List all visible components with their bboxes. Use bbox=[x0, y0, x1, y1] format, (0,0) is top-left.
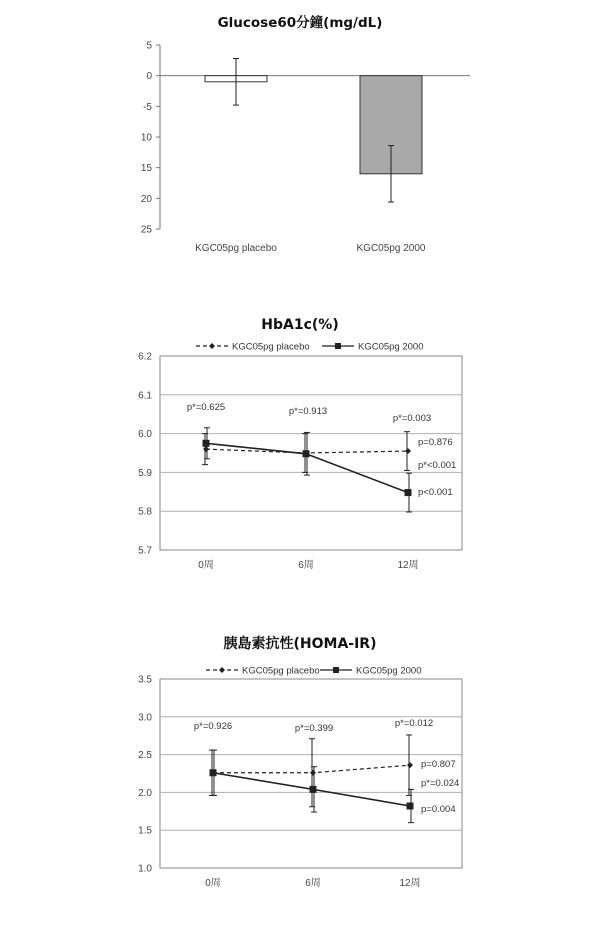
p-value-label: p*=0.003 bbox=[392, 413, 432, 424]
p-value-label: p*=0.399 bbox=[294, 723, 334, 734]
y-tick-label: 6.0 bbox=[138, 429, 152, 441]
data-point-square bbox=[203, 440, 210, 447]
x-category-label: 0周 bbox=[198, 560, 214, 571]
p-value-label: p*=0.024 bbox=[421, 778, 460, 789]
data-point-diamond bbox=[310, 770, 316, 776]
x-category-label: KGC05pg placebo bbox=[195, 243, 277, 254]
y-tick-label: 0 bbox=[146, 71, 152, 83]
chart-title: HbA1c(%) bbox=[261, 317, 339, 333]
y-tick-label: 1.5 bbox=[138, 825, 152, 837]
legend-label: KGC05pg placebo bbox=[232, 341, 310, 353]
homa-ir-line-chart bbox=[138, 635, 462, 889]
y-tick-label: 6.1 bbox=[138, 390, 152, 402]
p-value-label: p*=0.926 bbox=[193, 721, 233, 732]
x-category-label: 12周 bbox=[399, 878, 421, 889]
x-category-label: 0周 bbox=[205, 878, 221, 889]
p-value-label: p=0.876 bbox=[418, 437, 453, 448]
y-tick-label: 3.0 bbox=[138, 712, 152, 724]
y-tick-label: 6.2 bbox=[138, 351, 152, 363]
data-point-square bbox=[407, 803, 414, 810]
y-tick-label: 3.5 bbox=[138, 674, 152, 686]
y-tick-label: 15 bbox=[140, 163, 152, 175]
p-value-label: p=0.004 bbox=[421, 804, 456, 815]
chart-title: Glucose60分鐘(mg/dL) bbox=[217, 15, 383, 31]
y-tick-label: 5.8 bbox=[138, 506, 152, 518]
data-point-square bbox=[405, 489, 412, 496]
p-value-label: p*=0.012 bbox=[394, 718, 434, 729]
p-value-label: p*<0.001 bbox=[418, 460, 457, 471]
legend-label: KGC05pg 2000 bbox=[358, 341, 424, 353]
x-category-label: 6周 bbox=[305, 878, 321, 889]
y-tick-label: 1.0 bbox=[138, 863, 152, 875]
data-point-diamond bbox=[203, 446, 209, 452]
y-tick-label: 5.9 bbox=[138, 467, 152, 479]
legend-marker-square bbox=[335, 343, 341, 349]
y-tick-label: 2.0 bbox=[138, 787, 152, 799]
legend-label: KGC05pg 2000 bbox=[356, 665, 422, 677]
legend-marker-square bbox=[333, 667, 339, 673]
y-tick-label: 5.7 bbox=[138, 545, 152, 557]
p-value-label: p<0.001 bbox=[418, 487, 453, 498]
legend-marker-diamond bbox=[219, 667, 225, 673]
y-tick-label: 25 bbox=[140, 224, 152, 236]
x-category-label: 12周 bbox=[397, 560, 419, 571]
glucose-bar-chart bbox=[141, 14, 470, 254]
legend-marker-diamond bbox=[209, 343, 215, 349]
legend bbox=[196, 342, 424, 353]
y-tick-label: -5 bbox=[143, 101, 152, 113]
y-tick-label: 5 bbox=[146, 40, 152, 52]
chart-title: 胰島素抗性(HOMA-IR) bbox=[223, 636, 377, 652]
data-point-square bbox=[310, 786, 317, 793]
y-tick-label: 2.5 bbox=[138, 750, 152, 762]
y-tick-label: 10 bbox=[140, 132, 152, 144]
p-value-label: p*=0.913 bbox=[288, 406, 328, 417]
data-point-square bbox=[210, 769, 217, 776]
data-point-diamond bbox=[405, 448, 411, 454]
legend bbox=[206, 666, 422, 677]
hba1c-line-chart bbox=[138, 317, 462, 571]
p-value-label: p=0.807 bbox=[421, 759, 456, 770]
legend-label: KGC05pg placebo bbox=[242, 665, 320, 677]
x-category-label: 6周 bbox=[298, 560, 314, 571]
data-point-square bbox=[303, 450, 310, 457]
data-point-diamond bbox=[407, 762, 413, 768]
p-value-label: p*=0.625 bbox=[186, 402, 226, 413]
y-tick-label: 20 bbox=[140, 193, 152, 205]
x-category-label: KGC05pg 2000 bbox=[356, 243, 426, 254]
